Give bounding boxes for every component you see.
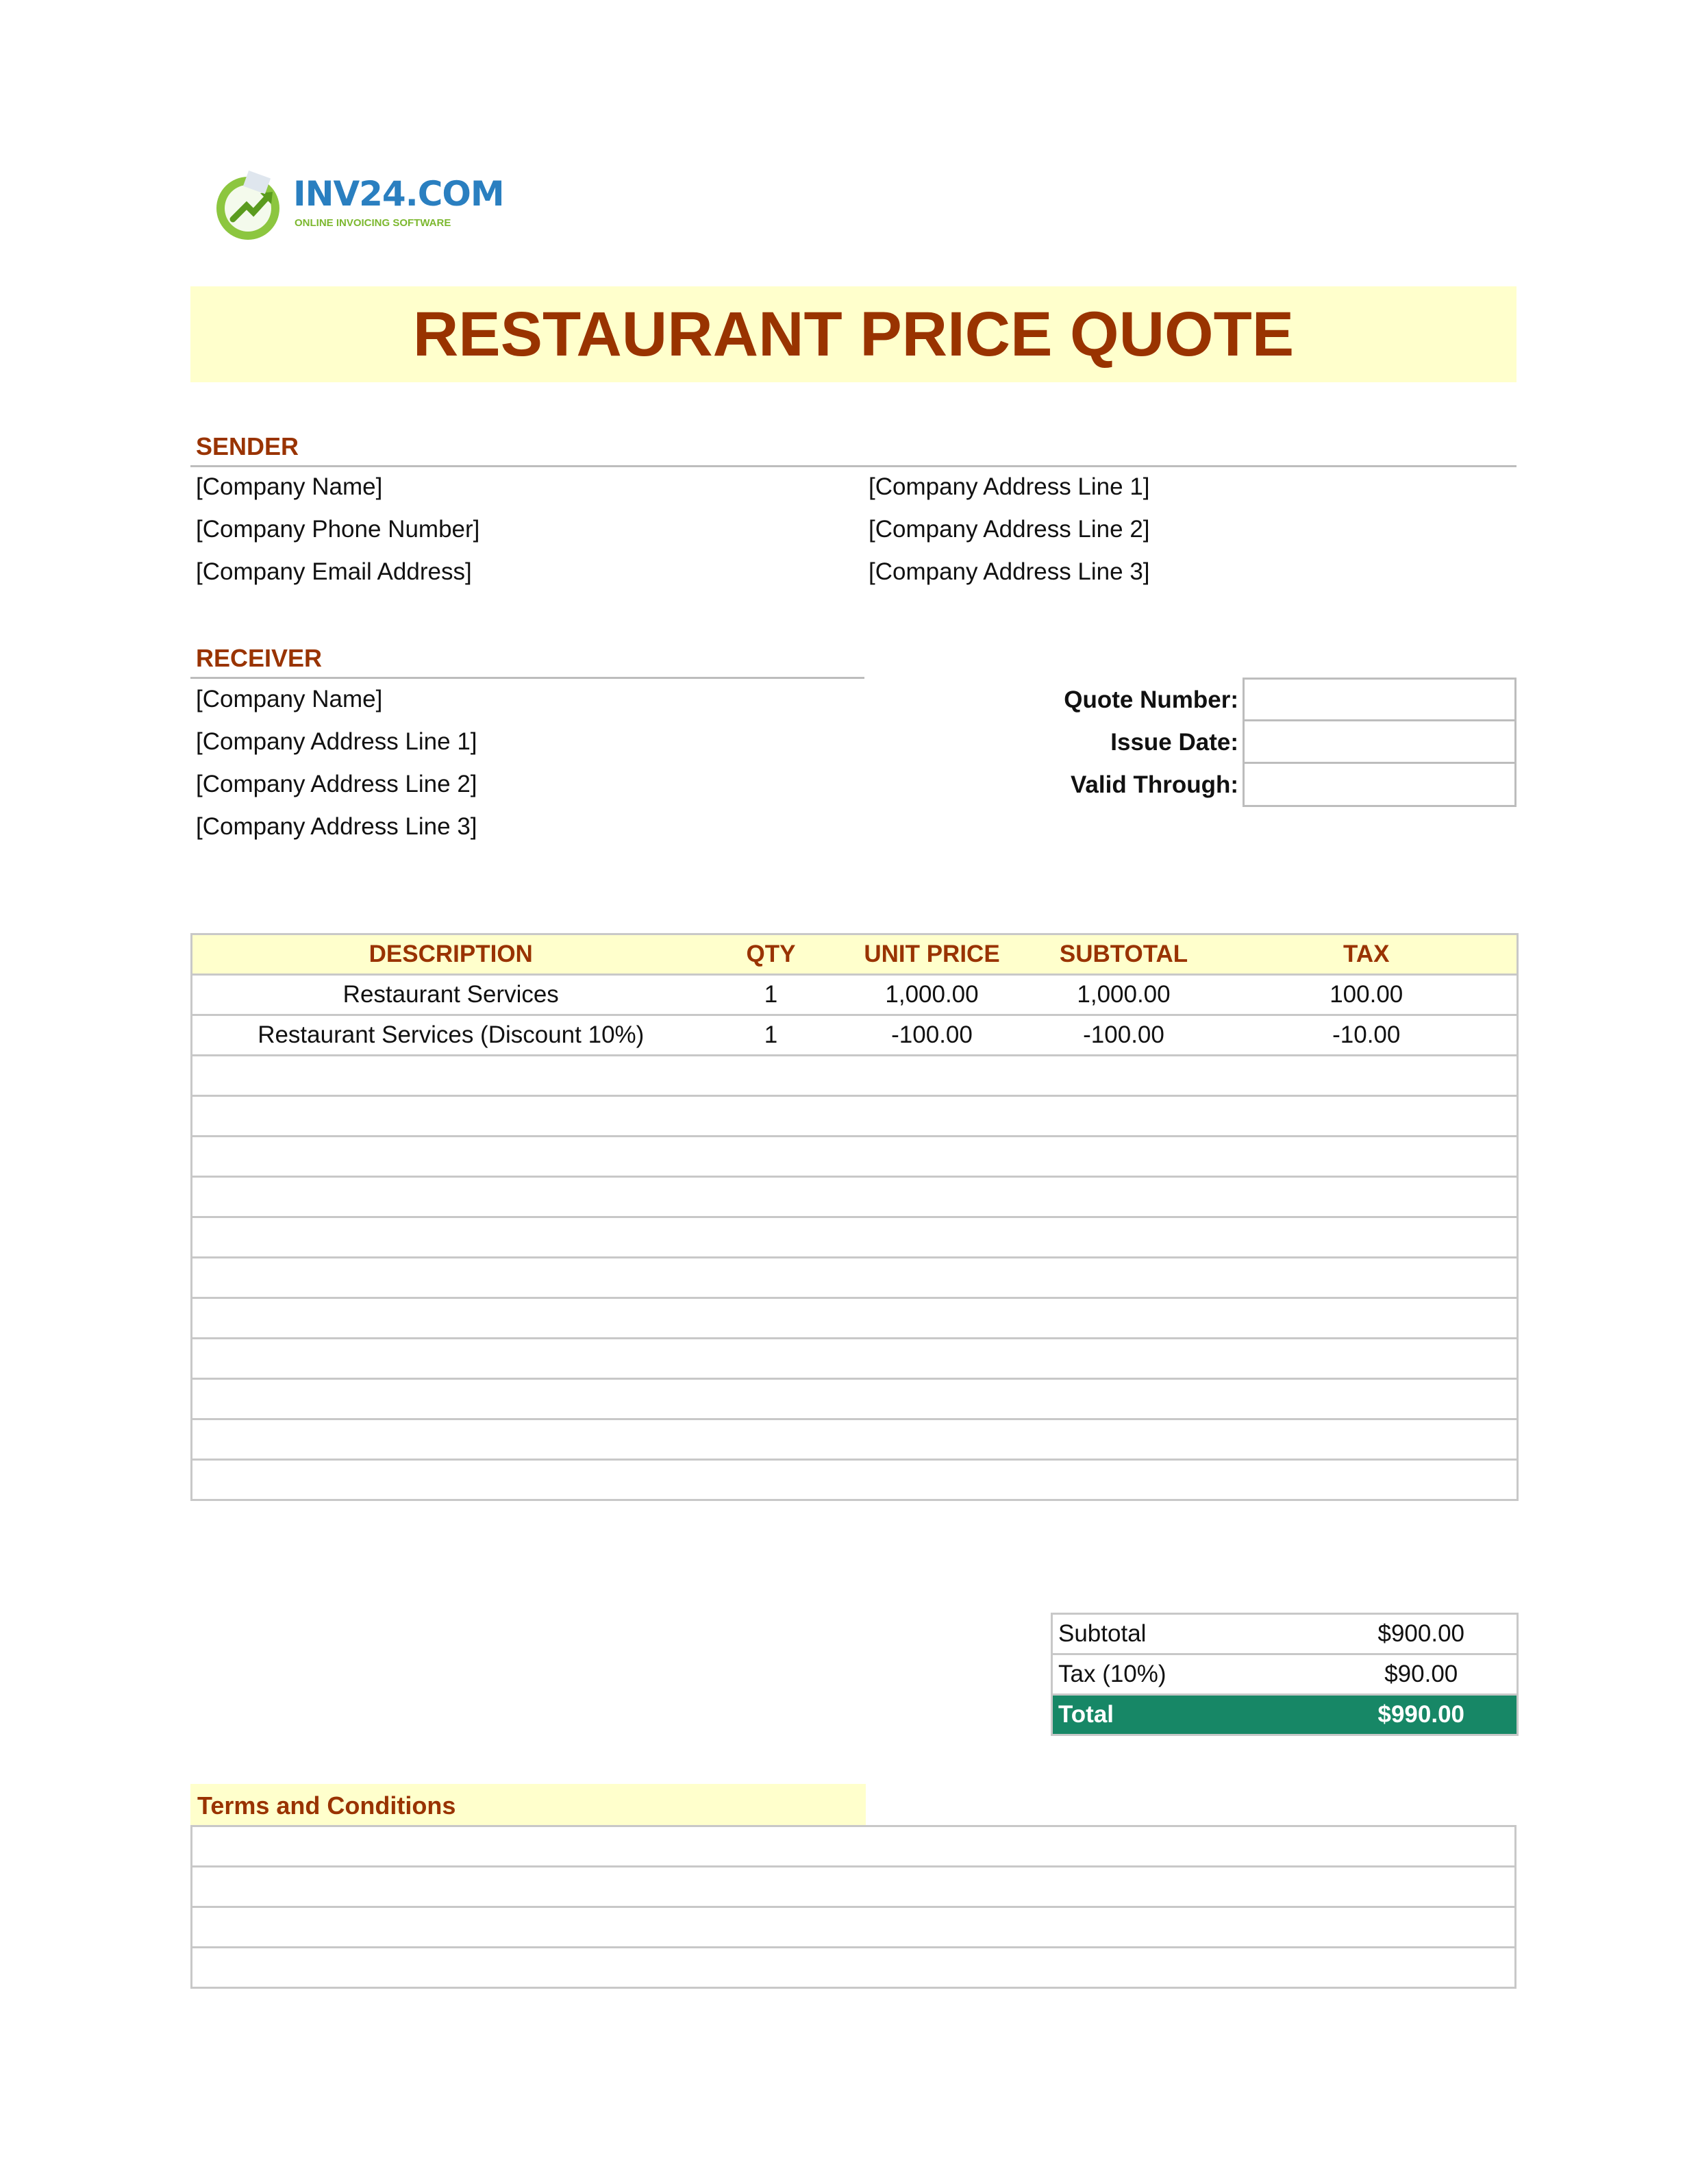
item-subtotal[interactable] bbox=[1032, 1258, 1216, 1298]
sender-heading: SENDER bbox=[196, 432, 299, 460]
item-subtotal[interactable] bbox=[1032, 1137, 1216, 1177]
item-description[interactable] bbox=[192, 1258, 710, 1298]
table-row bbox=[192, 1460, 1518, 1500]
tax-row bbox=[1052, 1654, 1518, 1695]
terms-line[interactable] bbox=[192, 1948, 1516, 1988]
table-row bbox=[192, 1258, 1518, 1298]
receiver-address-line-2: [Company Address Line 2] bbox=[196, 771, 477, 797]
item-tax[interactable] bbox=[1216, 1298, 1518, 1339]
item-unit-price[interactable]: 1,000.00 bbox=[833, 975, 1032, 1015]
item-unit-price[interactable]: -100.00 bbox=[833, 1015, 1032, 1056]
col-description: DESCRIPTION bbox=[192, 934, 710, 975]
terms-table bbox=[190, 1825, 1516, 1989]
tax-label: Tax (10%) bbox=[1052, 1654, 1326, 1695]
item-description[interactable]: Restaurant Services bbox=[192, 975, 710, 1015]
quote-number-field[interactable] bbox=[1243, 678, 1516, 721]
sender-address-line-1: [Company Address Line 1] bbox=[869, 473, 1150, 500]
item-description[interactable]: Restaurant Services (Discount 10%) bbox=[192, 1015, 710, 1056]
table-row bbox=[192, 1339, 1518, 1379]
item-subtotal[interactable] bbox=[1032, 1379, 1216, 1419]
page-title: RESTAURANT PRICE QUOTE bbox=[412, 299, 1295, 369]
item-tax[interactable] bbox=[1216, 1339, 1518, 1379]
receiver-divider bbox=[190, 677, 864, 679]
item-qty[interactable] bbox=[710, 1096, 833, 1137]
item-subtotal[interactable] bbox=[1032, 1096, 1216, 1137]
sender-address-line-2: [Company Address Line 2] bbox=[869, 516, 1150, 543]
table-row bbox=[192, 1419, 1518, 1460]
item-description[interactable] bbox=[192, 1096, 710, 1137]
receiver-address-line-3: [Company Address Line 3] bbox=[196, 813, 477, 840]
table-row bbox=[192, 1217, 1518, 1258]
item-tax[interactable] bbox=[1216, 1096, 1518, 1137]
item-qty[interactable] bbox=[710, 1056, 833, 1096]
item-subtotal[interactable]: -100.00 bbox=[1032, 1015, 1216, 1056]
item-subtotal[interactable] bbox=[1032, 1298, 1216, 1339]
logo-icon bbox=[212, 170, 288, 245]
item-description[interactable] bbox=[192, 1217, 710, 1258]
item-qty[interactable] bbox=[710, 1460, 833, 1500]
item-description[interactable] bbox=[192, 1460, 710, 1500]
valid-through-field[interactable] bbox=[1243, 762, 1516, 807]
item-qty[interactable] bbox=[710, 1217, 833, 1258]
item-description[interactable] bbox=[192, 1137, 710, 1177]
item-qty[interactable] bbox=[710, 1258, 833, 1298]
valid-through-label: Valid Through: bbox=[1071, 771, 1238, 798]
item-qty[interactable] bbox=[710, 1137, 833, 1177]
item-tax[interactable] bbox=[1216, 1177, 1518, 1217]
table-row bbox=[192, 1096, 1518, 1137]
item-qty[interactable]: 1 bbox=[710, 1015, 833, 1056]
item-subtotal[interactable] bbox=[1032, 1460, 1216, 1500]
item-qty[interactable] bbox=[710, 1177, 833, 1217]
item-tax[interactable] bbox=[1216, 1056, 1518, 1096]
total-value: $990.00 bbox=[1326, 1695, 1518, 1735]
item-tax[interactable]: 100.00 bbox=[1216, 975, 1518, 1015]
item-unit-price[interactable] bbox=[833, 1460, 1032, 1500]
subtotal-value: $900.00 bbox=[1326, 1614, 1518, 1654]
item-qty[interactable]: 1 bbox=[710, 975, 833, 1015]
item-tax[interactable] bbox=[1216, 1460, 1518, 1500]
col-tax: TAX bbox=[1216, 934, 1518, 975]
item-subtotal[interactable] bbox=[1032, 1217, 1216, 1258]
terms-line[interactable] bbox=[192, 1867, 1516, 1907]
item-description[interactable] bbox=[192, 1379, 710, 1419]
subtotal-row bbox=[1052, 1614, 1518, 1654]
terms-line[interactable] bbox=[192, 1907, 1516, 1948]
item-unit-price[interactable] bbox=[833, 1298, 1032, 1339]
total-row bbox=[1052, 1695, 1518, 1735]
item-unit-price[interactable] bbox=[833, 1339, 1032, 1379]
item-tax[interactable] bbox=[1216, 1379, 1518, 1419]
subtotal-label: Subtotal bbox=[1052, 1614, 1326, 1654]
item-qty[interactable] bbox=[710, 1419, 833, 1460]
receiver-company-name: [Company Name] bbox=[196, 686, 383, 712]
total-label: Total bbox=[1052, 1695, 1326, 1735]
issue-date-label: Issue Date: bbox=[1110, 729, 1238, 756]
item-subtotal[interactable] bbox=[1032, 1419, 1216, 1460]
table-row bbox=[192, 975, 1518, 1015]
item-unit-price[interactable] bbox=[833, 1056, 1032, 1096]
col-unit-price: UNIT PRICE bbox=[833, 934, 1032, 975]
item-unit-price[interactable] bbox=[833, 1217, 1032, 1258]
terms-heading: Terms and Conditions bbox=[197, 1791, 456, 1820]
table-row bbox=[192, 1177, 1518, 1217]
item-description[interactable] bbox=[192, 1298, 710, 1339]
item-qty[interactable] bbox=[710, 1379, 833, 1419]
tax-value: $90.00 bbox=[1326, 1654, 1518, 1695]
totals-table bbox=[1051, 1613, 1519, 1736]
sender-address-line-3: [Company Address Line 3] bbox=[869, 558, 1150, 585]
item-tax[interactable]: -10.00 bbox=[1216, 1015, 1518, 1056]
item-description[interactable] bbox=[192, 1177, 710, 1217]
col-qty: QTY bbox=[710, 934, 833, 975]
sender-email: [Company Email Address] bbox=[196, 558, 472, 585]
table-row bbox=[192, 1137, 1518, 1177]
item-tax[interactable] bbox=[1216, 1137, 1518, 1177]
logo-tagline: ONLINE INVOICING SOFTWARE bbox=[295, 217, 451, 229]
items-table bbox=[190, 933, 1519, 1501]
table-row bbox=[192, 1298, 1518, 1339]
item-description[interactable] bbox=[192, 1419, 710, 1460]
logo bbox=[212, 170, 288, 249]
item-tax[interactable] bbox=[1216, 1217, 1518, 1258]
issue-date-field[interactable] bbox=[1243, 719, 1516, 764]
item-subtotal[interactable] bbox=[1032, 1177, 1216, 1217]
item-description[interactable] bbox=[192, 1339, 710, 1379]
item-unit-price[interactable] bbox=[833, 1419, 1032, 1460]
item-description[interactable] bbox=[192, 1056, 710, 1096]
item-qty[interactable] bbox=[710, 1298, 833, 1339]
sender-company-name: [Company Name] bbox=[196, 473, 383, 500]
logo-name: INV24.COM bbox=[293, 174, 504, 214]
table-row bbox=[192, 1379, 1518, 1419]
item-subtotal[interactable] bbox=[1032, 1339, 1216, 1379]
receiver-address-line-1: [Company Address Line 1] bbox=[196, 728, 477, 755]
item-qty[interactable] bbox=[710, 1339, 833, 1379]
items-header-row bbox=[192, 934, 1518, 975]
item-subtotal[interactable]: 1,000.00 bbox=[1032, 975, 1216, 1015]
table-row bbox=[192, 1056, 1518, 1096]
item-unit-price[interactable] bbox=[833, 1177, 1032, 1217]
col-subtotal: SUBTOTAL bbox=[1032, 934, 1216, 975]
item-unit-price[interactable] bbox=[833, 1258, 1032, 1298]
sender-divider bbox=[190, 465, 1516, 467]
item-unit-price[interactable] bbox=[833, 1137, 1032, 1177]
item-subtotal[interactable] bbox=[1032, 1056, 1216, 1096]
table-row bbox=[192, 1015, 1518, 1056]
item-tax[interactable] bbox=[1216, 1419, 1518, 1460]
quote-number-label: Quote Number: bbox=[1064, 686, 1238, 713]
item-unit-price[interactable] bbox=[833, 1096, 1032, 1137]
item-unit-price[interactable] bbox=[833, 1379, 1032, 1419]
terms-line[interactable] bbox=[192, 1826, 1516, 1867]
item-tax[interactable] bbox=[1216, 1258, 1518, 1298]
receiver-heading: RECEIVER bbox=[196, 644, 323, 672]
sender-phone: [Company Phone Number] bbox=[196, 516, 480, 543]
